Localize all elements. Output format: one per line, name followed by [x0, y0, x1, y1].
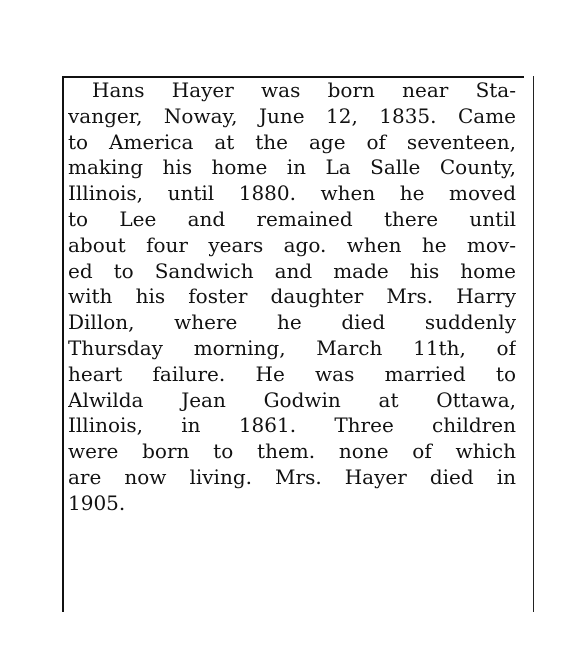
obituary-text [68, 78, 516, 517]
text-line: Illinois, in 1861. Three children [68, 413, 516, 438]
text-line: were born to them. none of which [68, 439, 516, 464]
text-line: making his home in La Salle County, [68, 155, 516, 180]
text-line: vanger, Noway, June 12, 1835. Came [68, 103, 516, 128]
text-line: Thursday morning, March 11th, of [68, 335, 516, 360]
text-line: with his foster daughter Mrs. Harry [68, 284, 516, 309]
text-line: Hans Hayer was born near Sta- [92, 78, 516, 102]
text-line: to America at the age of seventeen, [68, 129, 516, 154]
text-line: Dillon, where he died suddenly [68, 310, 516, 335]
text-line: Alwilda Jean Godwin at Ottawa, [68, 387, 516, 412]
newspaper-clipping [56, 64, 534, 612]
text-line: are now living. Mrs. Hayer died in [68, 464, 516, 489]
clipping-border-left [62, 76, 64, 612]
clipping-border-right [533, 76, 534, 612]
text-line: Illinois, until 1880. when he moved [68, 181, 516, 206]
text-line: to Lee and remained there until [68, 206, 516, 231]
text-line: 1905. [68, 490, 126, 515]
text-line: about four years ago. when he mov- [68, 232, 516, 257]
text-line: heart failure. He was married to [68, 361, 516, 386]
text-line: ed to Sandwich and made his home [68, 258, 516, 283]
